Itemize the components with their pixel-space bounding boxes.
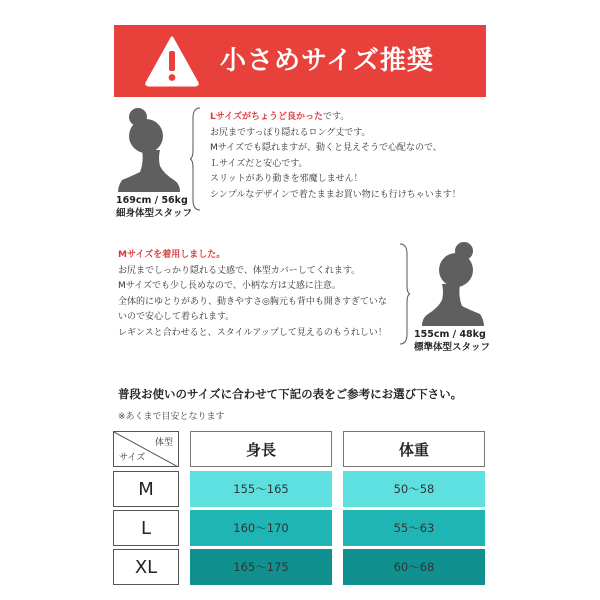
banner-title: 小さめサイズ推奨 xyxy=(220,46,434,76)
table-note: ※あくまで目安となります xyxy=(118,412,225,422)
staff1-type: 細身体型スタッフ xyxy=(116,208,193,219)
header-weight: 体重 xyxy=(343,431,485,467)
staff1-lead-suffix: です。 xyxy=(323,112,350,122)
staff2-line: いので安心して着られます。 xyxy=(118,312,235,323)
staff1-line: シンプルなデザインで着たままお買い物にも行けちゃいます！ xyxy=(210,189,461,200)
corner-label-body-type: 体型 xyxy=(154,438,173,448)
table-heading: 普段お使いのサイズに合わせて下記の表をご参考にお選び下さい。 xyxy=(118,387,463,401)
staff2-line: 全体的にゆとりがあり、動きやすさ◎胸元も背中も開きすぎていな xyxy=(118,296,387,307)
weight-range-l: 55〜63 xyxy=(343,510,485,546)
staff1-lead: Lサイズがちょうど良かった xyxy=(210,112,324,122)
staff1-line: Ｌサイズだと安心です。 xyxy=(210,158,308,169)
staff1-meta xyxy=(116,194,192,220)
staff1-line: Mサイズでも隠れますが、動くと見えそうで心配なので、 xyxy=(210,143,442,154)
staff2-type: 標準体型スタッフ xyxy=(414,342,491,353)
height-range-m: 155〜165 xyxy=(190,471,332,507)
staff2-line: お尻までしっかり隠れる丈感で、体型カバーしてくれます。 xyxy=(118,265,361,276)
staff1-bracket xyxy=(190,106,202,212)
staff2-line: レギンスと合わせると、スタイルアップして見えるのもうれしい！ xyxy=(118,327,387,338)
staff2-meta xyxy=(414,328,490,354)
staff1-description xyxy=(210,110,461,204)
staff2-bracket xyxy=(398,242,410,346)
warning-triangle-icon xyxy=(144,35,200,87)
recommendation-banner xyxy=(114,25,486,97)
table-corner-cell xyxy=(113,431,179,467)
size-label-xl: XL xyxy=(113,549,179,585)
staff1-line: お尻まですっぽり隠れるロング丈です。 xyxy=(210,127,371,138)
height-range-l: 160〜170 xyxy=(190,510,332,546)
staff2-height-weight: 155cm / 48kg xyxy=(414,329,486,340)
staff2-description xyxy=(118,248,387,342)
staff-silhouette-icon xyxy=(118,106,182,192)
staff1-line: スリットがあり動きを邪魔しません！ xyxy=(210,174,363,185)
header-height: 身長 xyxy=(190,431,332,467)
height-range-xl: 165〜175 xyxy=(190,549,332,585)
staff-silhouette-icon xyxy=(420,240,484,326)
staff1-height-weight: 169cm / 56kg xyxy=(116,195,188,206)
corner-label-size: サイズ xyxy=(119,453,146,463)
weight-range-xl: 60〜68 xyxy=(343,549,485,585)
size-label-l: L xyxy=(113,510,179,546)
staff2-lead: Mサイズを着用しました。 xyxy=(118,250,226,260)
size-label-m: M xyxy=(113,471,179,507)
staff2-line: Mサイズでも少し長めなので、小柄な方は丈感に注意。 xyxy=(118,281,341,292)
weight-range-m: 50〜58 xyxy=(343,471,485,507)
